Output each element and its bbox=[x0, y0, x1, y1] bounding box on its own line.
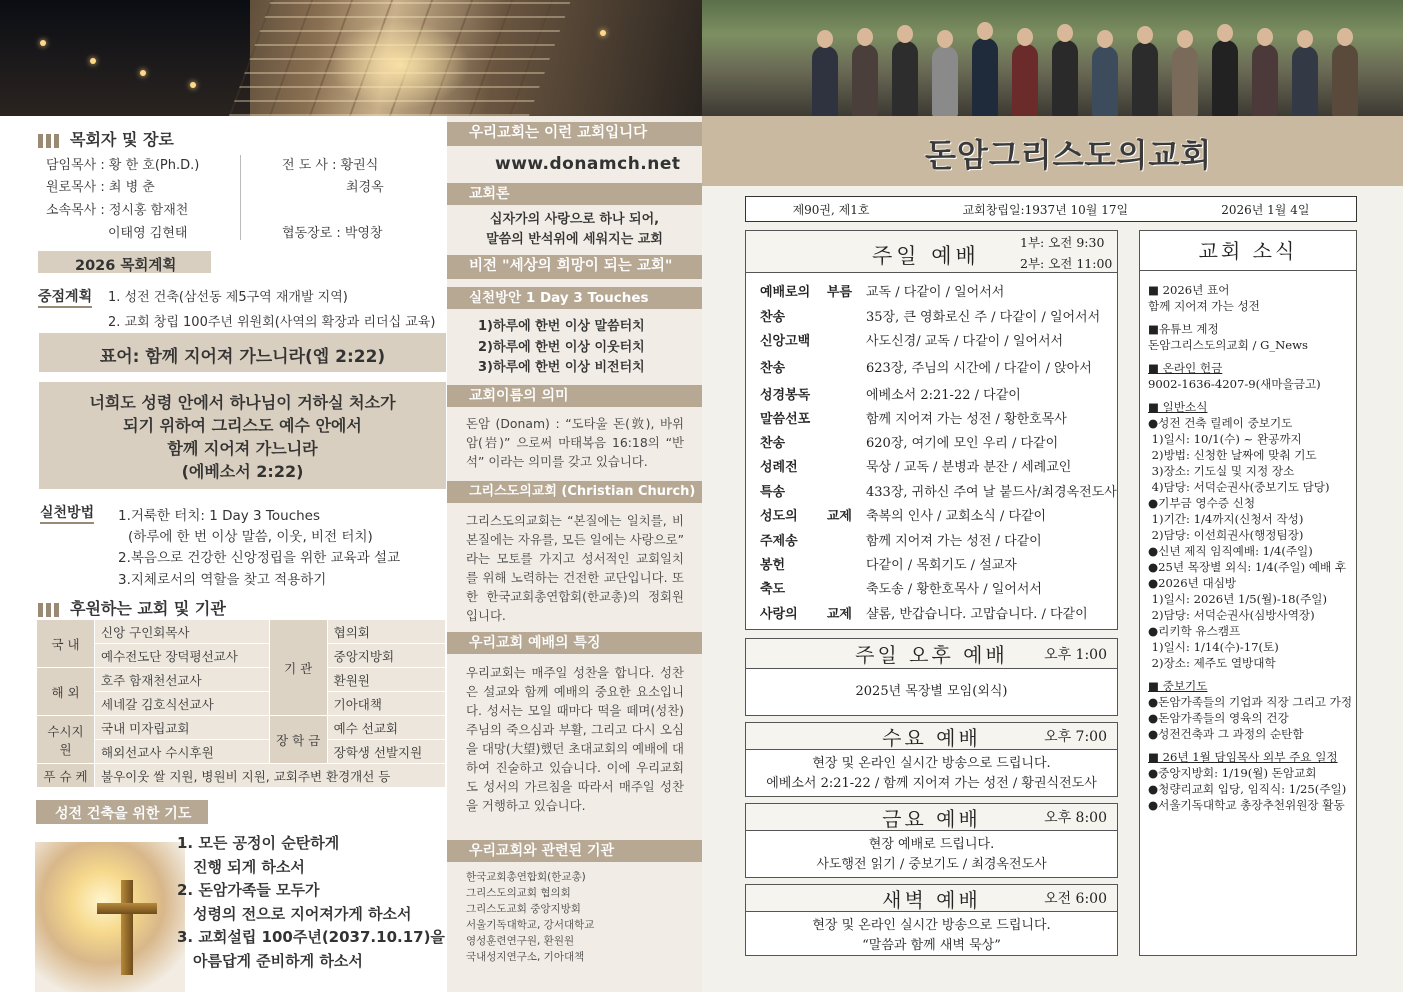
worship-order-label: 성경봉독 bbox=[760, 388, 811, 403]
verse-line: 너희도 성령 안에서 하나님이 거하실 처소가 bbox=[89, 393, 396, 412]
news-section bbox=[1148, 282, 1348, 314]
worship-order-label: 성례전 bbox=[760, 460, 798, 475]
news-line: ●서울기독대학교 총장추천위원장 활동 bbox=[1148, 798, 1345, 812]
news-line: 3)장소: 기도실 및 지정 장소 bbox=[1148, 464, 1295, 478]
worship-order-content: 35장, 큰 영화로신 주 / 다같이 / 일어서서 bbox=[866, 310, 1101, 325]
table-cell: 장 학 금 bbox=[269, 716, 327, 764]
table-cell: 예수전도단 장덕평선교사 bbox=[95, 644, 270, 668]
cross-icon bbox=[121, 880, 133, 975]
news-line: 2)담당: 서덕순권사(심방사역장) bbox=[1148, 608, 1315, 622]
evangelist-2: 최경옥 bbox=[346, 180, 384, 195]
method-2: 2.복음으로 건강한 신앙정립을 위한 교육과 설교 bbox=[118, 550, 401, 566]
news-section-heading: ■ 2026년 표어 bbox=[1148, 283, 1230, 297]
worship-features-heading: 우리교회 예배의 특징 bbox=[447, 632, 702, 654]
news-section bbox=[1148, 360, 1348, 392]
pastors-heading-text: 목회자 및 장로 bbox=[70, 130, 174, 149]
practice-item-3: 3)하루에 한번 이상 비전터치 bbox=[478, 360, 645, 375]
worship-order-label: 찬송 bbox=[760, 361, 786, 376]
worship-order-content: 620장, 여기에 모인 우리 / 다같이 bbox=[866, 436, 1059, 451]
news-line: ●신년 제직 임직예배: 1/4(주일) bbox=[1148, 544, 1313, 558]
related-item: 그리스도의교회 협의회 bbox=[466, 887, 571, 899]
prayer-item-2: 2. 돈암가족들 모두가 bbox=[177, 881, 320, 899]
assoc-elder: 협동장로 : 박영창 bbox=[282, 226, 383, 241]
news-line: ●리키학 유스캠프 bbox=[1148, 624, 1241, 638]
news-section bbox=[1148, 749, 1348, 813]
dawn-service-box bbox=[745, 884, 1118, 956]
wednesday-line-1: 현장 및 온라인 실시간 방송으로 드립니다. bbox=[812, 756, 1051, 771]
table-cell: 해외선교사 수시후원 bbox=[95, 740, 270, 764]
news-section-heading: ■유튜브 계정 bbox=[1148, 322, 1219, 336]
support-heading-text: 후원하는 교회 및 기관 bbox=[70, 599, 226, 618]
table-cell: 예수 선교회 bbox=[327, 716, 445, 740]
practice-list bbox=[478, 317, 645, 379]
friday-time: 오후 8:00 bbox=[1044, 810, 1107, 826]
worship-order-label: 사랑의 교제 bbox=[760, 607, 852, 622]
sunday-service-title: 주일 예배 bbox=[872, 244, 980, 268]
worship-order-content: 샬롬, 반갑습니다. 고맙습니다. / 다같이 bbox=[866, 607, 1088, 622]
ecclesiology-text bbox=[447, 210, 702, 250]
worship-order-content: 축도송 / 황한호목사 / 일어서서 bbox=[866, 582, 1042, 597]
worship-order-row bbox=[760, 530, 1042, 549]
worship-order-label: 예배로의 부름 bbox=[760, 285, 852, 300]
news-section-heading: ■ 26년 1월 담임목사 외부 주요 일정 bbox=[1148, 750, 1338, 764]
worship-order-label: 축도 bbox=[760, 582, 786, 597]
related-list bbox=[466, 869, 594, 965]
worship-order-label: 성도의 교제 bbox=[760, 509, 852, 524]
worship-order-content: 함께 지어져 가는 성전 / 다같이 bbox=[866, 534, 1042, 549]
verse-line: (에베소서 2:22) bbox=[181, 462, 304, 481]
church-url[interactable]: www.donamch.net bbox=[495, 154, 681, 174]
prayer-item-2-cont: 성령의 전으로 지어져가게 하소서 bbox=[193, 904, 412, 923]
news-line: 함께 지어져 가는 성전 bbox=[1148, 299, 1260, 313]
worship-order-row bbox=[760, 603, 1088, 622]
christian-church-heading: 그리스도의교회 (Christian Church) bbox=[447, 481, 702, 503]
news-line: ●성전 건축 릴레이 중보기도 bbox=[1148, 416, 1293, 430]
pastors-heading bbox=[38, 127, 174, 150]
news-section bbox=[1148, 678, 1353, 742]
news-line: ●중앙지방회: 1/19(월) 돈암교회 bbox=[1148, 766, 1317, 780]
table-cell: 푸 슈 케 bbox=[37, 764, 95, 788]
afternoon-time: 오후 1:00 bbox=[1044, 646, 1107, 663]
worship-order-row bbox=[760, 432, 1058, 451]
friday-line-1: 현장 예배로 드립니다. bbox=[868, 837, 995, 852]
prayer-item-3: 3. 교회설립 100주년(2037.10.17)을 bbox=[177, 928, 445, 946]
afternoon-line: 2025년 목장별 모임(외식) bbox=[855, 684, 1008, 699]
news-line: ●25년 목장별 외식: 1/4(주일) 예배 후 bbox=[1148, 560, 1347, 574]
christian-church-text: 그리스도의교회는 “본질에는 일치를, 비 본질에는 자유를, 모든 일에는 사랑으로” 라는 모토를 가지고 성서적인 교회일치를 위해 노력하는 건전한 교단입니다. 또한 한국교회총연합회(한교총)의 정회원입니다. bbox=[466, 513, 684, 623]
news-line: 1)일시: 10/1(수) ~ 완공까지 bbox=[1148, 432, 1302, 446]
service-time-2: 2부: 오전 11:00 bbox=[1020, 256, 1113, 271]
church-news-title: 교회 소식 bbox=[1140, 231, 1356, 271]
worship-order-row bbox=[760, 481, 1117, 500]
friday-title: 금요 예배 bbox=[882, 806, 981, 831]
associate-pastors: 소속목사 : 정시홍 함재천 bbox=[46, 203, 189, 218]
focus-label: 중점계획 bbox=[38, 286, 92, 308]
wednesday-time: 오후 7:00 bbox=[1044, 729, 1107, 745]
worship-order-row bbox=[760, 408, 1067, 427]
cross-image bbox=[35, 842, 185, 992]
news-section-heading: ■ 온라인 헌금 bbox=[1148, 361, 1223, 375]
table-cell: 세네갈 김호식선교사 bbox=[95, 692, 270, 716]
news-line: ●청량리교회 입당, 임직식: 1/25(주일) bbox=[1148, 782, 1347, 796]
news-section bbox=[1148, 399, 1348, 671]
afternoon-service-box bbox=[745, 638, 1118, 716]
friday-line-2: 사도행전 읽기 / 중보기도 / 최경옥전도사 bbox=[816, 857, 1047, 872]
wednesday-service-box bbox=[745, 722, 1118, 797]
method-1: 1.거룩한 터치: 1 Day 3 Touches bbox=[118, 508, 321, 524]
table-cell: 해 외 bbox=[37, 668, 95, 716]
table-cell: 환원원 bbox=[327, 668, 445, 692]
news-line: 1)일시: 2026년 1/5(월)-18(주일) bbox=[1148, 592, 1327, 606]
worship-order-content: 433장, 귀하신 주여 날 붙드사/최경옥전도사 bbox=[866, 485, 1117, 500]
worship-order-row bbox=[760, 306, 1100, 325]
support-heading bbox=[38, 596, 226, 619]
ecclesiology-heading: 교회론 bbox=[447, 183, 702, 205]
wednesday-title: 수요 예배 bbox=[882, 725, 981, 750]
church-name: 돈암그리스도의교회 bbox=[925, 136, 1213, 174]
afternoon-title: 주일 오후 예배 bbox=[855, 643, 1008, 667]
dawn-line-2: “말씀과 함께 새벽 묵상” bbox=[862, 938, 1001, 953]
focus-item-2: 2. 교회 창립 100주년 위원회(사역의 확장과 리더십 교육) bbox=[108, 315, 436, 330]
dawn-title: 새벽 예배 bbox=[882, 887, 981, 912]
name-meaning-heading: 교회이름의 의미 bbox=[447, 385, 702, 407]
worship-order-content: 함께 지어져 가는 성전 / 황한호목사 bbox=[866, 412, 1067, 427]
table-cell: 수시지원 bbox=[37, 716, 95, 764]
method-1-detail: (하루에 한 번 이상 말씀, 이웃, 비전 터치) bbox=[128, 529, 373, 545]
news-line: ●기부금 영수증 신청 bbox=[1148, 496, 1256, 510]
news-section bbox=[1148, 321, 1348, 353]
heading-bars-icon bbox=[38, 134, 62, 148]
prayer-item-1: 1. 모든 공정이 순탄하게 bbox=[177, 834, 340, 852]
worship-features-text: 우리교회는 매주일 성찬을 합니다. 성찬은 설교와 함께 예배의 중요한 요소입니다. 성서는 모일 때마다 떡을 떼며(성찬) 주님의 죽으심과 부활, 그리고 다시 오심을 대망(大望)했던 초대교회의 예배에 대하여 진술하고 있습니다. 이에 우리교회도 성서의 가르침을 따라서 매주일 성찬을 거행하고 있습니다. bbox=[466, 665, 684, 813]
worship-order-label: 특송 bbox=[760, 485, 786, 500]
worship-order-content: 에베소서 2:21-22 / 다같이 bbox=[866, 388, 1021, 403]
evangelist: 전 도 사 : 황권식 bbox=[282, 158, 379, 173]
prayer-item-1-cont: 진행 되게 하소서 bbox=[193, 857, 305, 876]
method-label: 실천방법 bbox=[40, 502, 94, 524]
worship-order-content: 사도신경/ 교독 / 다같이 / 일어서서 bbox=[866, 334, 1064, 349]
cross-icon-bar bbox=[97, 903, 157, 914]
worship-order-row bbox=[760, 578, 1042, 597]
worship-order-row bbox=[760, 281, 1004, 300]
news-line: 1)기간: 1/4까지(신청서 작성) bbox=[1148, 512, 1304, 526]
dawn-time: 오전 6:00 bbox=[1044, 891, 1107, 907]
vision-heading: 비전 "세상의 희망이 되는 교회" bbox=[447, 255, 702, 279]
table-cell: 국내 미자립교회 bbox=[95, 716, 270, 740]
ecclesiology-line-2: 말씀의 반석위에 세워지는 교회 bbox=[486, 232, 663, 247]
related-item: 한국교회총연합회(한교총) bbox=[466, 871, 586, 883]
news-line: 돈암그리스도의교회 / G_News bbox=[1148, 338, 1309, 352]
senior-pastor: 담임목사 : 황 한 호(Ph.D.) bbox=[46, 158, 200, 173]
news-line: 2)장소: 제주도 열방대학 bbox=[1148, 656, 1276, 670]
founding-date: 교회창립일:1937년 10월 17일 bbox=[962, 202, 1129, 217]
table-cell: 기아대책 bbox=[327, 692, 445, 716]
news-section-heading: ■ 중보기도 bbox=[1148, 679, 1208, 693]
scripture-verse bbox=[39, 391, 446, 483]
wednesday-line-2: 에베소서 2:21-22 / 함께 지어져 가는 성전 / 황권식전도사 bbox=[766, 776, 1097, 791]
ecclesiology-line-1: 십자가의 사랑으로 하나 되어, bbox=[489, 212, 660, 227]
plan-heading: 2026 목회계획 bbox=[75, 258, 177, 274]
related-heading: 우리교회와 관련된 기관 bbox=[447, 840, 702, 862]
news-line: ●성전건축과 그 과정의 순탄함 bbox=[1148, 727, 1304, 741]
table-cell: 신앙 구인회목사 bbox=[95, 620, 270, 644]
church-news-body bbox=[1140, 271, 1356, 817]
friday-service-box bbox=[745, 803, 1118, 878]
worship-order-label: 찬송 bbox=[760, 310, 786, 325]
news-section-heading: ■ 일반소식 bbox=[1148, 400, 1208, 414]
prayer-item-3-cont: 아름답게 준비하게 하소서 bbox=[193, 951, 363, 970]
volume-number: 제90권, 제1호 bbox=[792, 202, 870, 217]
associate-pastors-2: 이태영 김현태 bbox=[108, 226, 188, 241]
practice-item-2: 2)하루에 한번 이상 이웃터치 bbox=[478, 339, 645, 355]
worship-order-label: 주제송 bbox=[760, 534, 798, 549]
news-line: 1)일시: 1/14(수)-17(토) bbox=[1148, 640, 1279, 654]
prayer-heading: 성전 건축을 위한 기도 bbox=[55, 806, 192, 822]
dawn-line-1: 현장 및 온라인 실시간 방송으로 드립니다. bbox=[812, 918, 1051, 933]
info-bar bbox=[745, 196, 1357, 222]
table-cell: 장학생 선발지원 bbox=[327, 740, 445, 764]
table-cell: 협의회 bbox=[327, 620, 445, 644]
news-line: 2)방법: 신청한 날짜에 맞춰 기도 bbox=[1148, 448, 1317, 462]
night-wall-photo bbox=[0, 0, 702, 116]
prayer-list bbox=[177, 832, 445, 973]
worship-order-content: 교독 / 다같이 / 일어서서 bbox=[866, 285, 1005, 300]
worship-order-label: 말씀선포 bbox=[760, 412, 811, 427]
verse-line: 되기 위하여 그리스도 예수 안에서 bbox=[123, 416, 362, 435]
worship-order-label: 찬송 bbox=[760, 436, 786, 451]
retired-pastor: 원로목사 : 최 병 춘 bbox=[46, 180, 155, 195]
table-cell: 기 관 bbox=[269, 620, 327, 716]
table-cell: 불우이웃 쌀 지원, 병원비 지원, 교회주변 환경개선 등 bbox=[95, 764, 446, 788]
worship-order-row bbox=[760, 505, 1046, 524]
news-line: 2)담당: 이선희권사(행정팀장) bbox=[1148, 528, 1304, 542]
worship-order-row bbox=[760, 330, 1063, 349]
practice-heading: 실천방안 1 Day 3 Touches bbox=[447, 287, 702, 309]
worship-order-label: 신앙고백 bbox=[760, 334, 811, 349]
related-item: 국내성지연구소, 기아대책 bbox=[466, 951, 585, 963]
table-cell: 국 내 bbox=[37, 620, 95, 668]
related-item: 그리스도교회 중앙지방회 bbox=[466, 903, 581, 915]
related-item: 서울기독대학교, 강서대학교 bbox=[466, 919, 595, 931]
worship-order-content: 묵상 / 교독 / 분병과 분잔 / 세례교인 bbox=[866, 460, 1072, 475]
news-line: 4)담당: 서덕순권사(중보기도 담당) bbox=[1148, 480, 1330, 494]
service-time-1: 1부: 오전 9:30 bbox=[1020, 235, 1105, 250]
support-table bbox=[36, 619, 446, 788]
method-3: 3.지체로서의 역할을 찾고 적용하기 bbox=[118, 572, 327, 588]
worship-order-label: 봉헌 bbox=[760, 558, 786, 573]
heading-bars-icon bbox=[38, 603, 62, 617]
worship-order-row bbox=[760, 384, 1021, 403]
news-line: ●2026년 대심방 bbox=[1148, 576, 1237, 590]
worship-order-content: 축복의 인사 / 교회소식 / 다같이 bbox=[866, 509, 1047, 524]
name-meaning-text: 돈암 (Donam) : “도타울 돈(敦), 바위 암(岩)” 으로써 마태복음 16:18의 “반석” 이라는 의미를 갖고 있습니다. bbox=[466, 416, 684, 469]
church-news-box bbox=[1139, 230, 1357, 956]
focus-item-1: 1. 성전 건축(삼선동 제5구역 재개발 지역) bbox=[108, 290, 348, 305]
practice-item-1: 1)하루에 한번 이상 말씀터치 bbox=[478, 319, 645, 334]
motto: 표어: 함께 지어져 가느니라(엡 2:22) bbox=[99, 347, 386, 367]
intro-heading: 우리교회는 이런 교회입니다 bbox=[447, 122, 702, 146]
worship-order-row bbox=[760, 357, 1092, 376]
worship-order-content: 623장, 주님의 시간에 / 다같이 / 앉아서 bbox=[866, 361, 1092, 376]
news-line: 9002-1636-4207-9(새마을금고) bbox=[1148, 377, 1321, 391]
news-line: ●돈암가족들의 기업과 직장 그리고 가정 bbox=[1148, 695, 1353, 709]
table-cell: 호주 함재천선교사 bbox=[95, 668, 270, 692]
worship-order-row bbox=[760, 554, 1017, 573]
divider bbox=[240, 155, 241, 240]
worship-order-content: 다같이 / 목회기도 / 설교자 bbox=[866, 558, 1017, 573]
congregation-photo bbox=[702, 0, 1403, 116]
bulletin-date: 2026년 1월 4일 bbox=[1221, 202, 1310, 217]
verse-line: 함께 지어져 가느니라 bbox=[167, 439, 318, 458]
news-line: ●돈암가족들의 영육의 건강 bbox=[1148, 711, 1289, 725]
table-cell: 중앙지방회 bbox=[327, 644, 445, 668]
worship-order-row bbox=[760, 456, 1071, 475]
related-item: 영성훈련연구원, 환원원 bbox=[466, 935, 575, 947]
